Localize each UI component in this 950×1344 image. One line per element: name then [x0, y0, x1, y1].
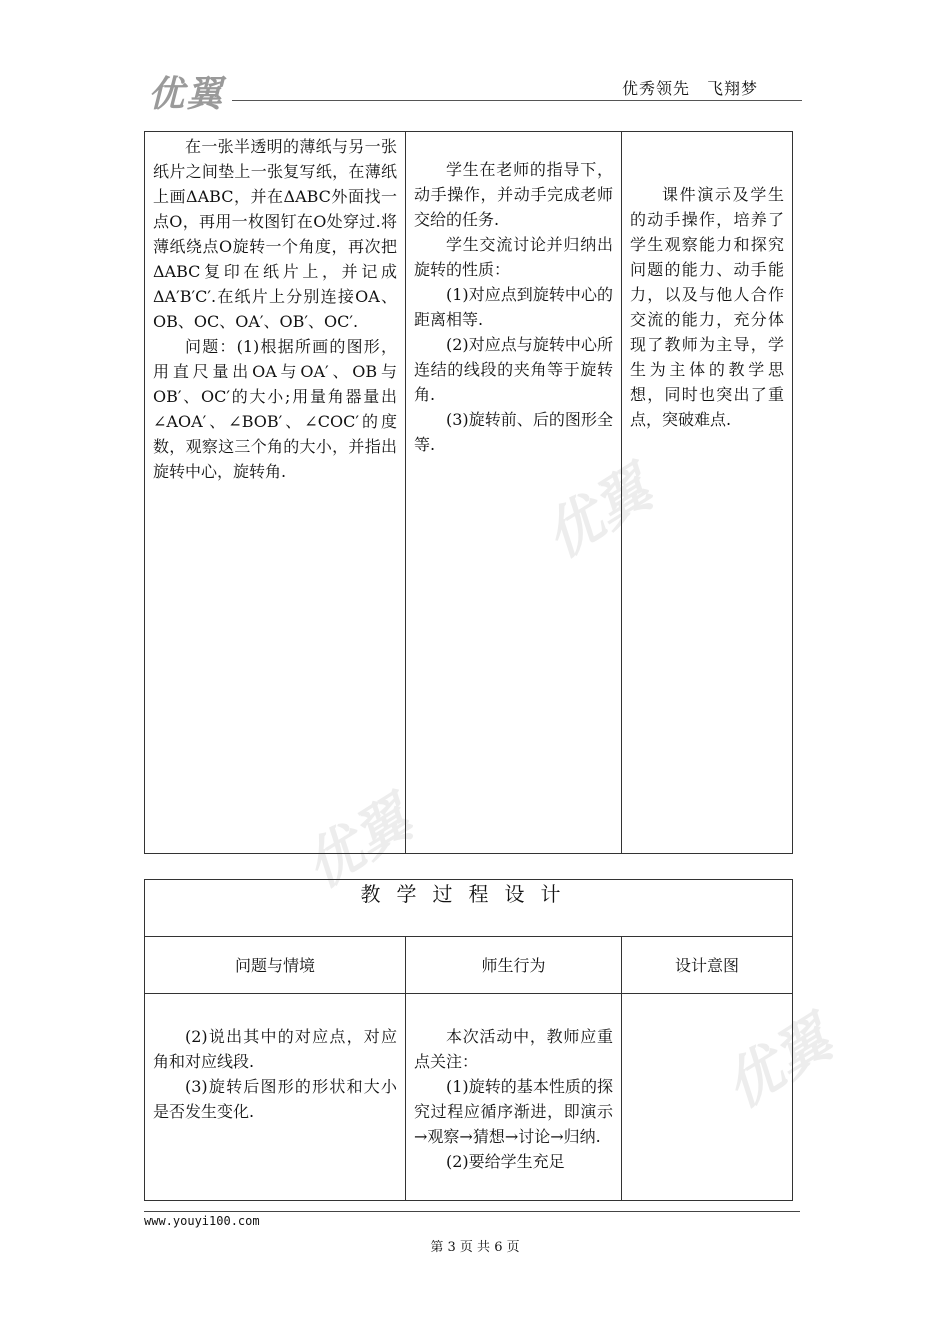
- watermark: 优翼: [713, 1006, 844, 1122]
- paragraph: (2)要给学生充足: [446, 1152, 565, 1171]
- problem-cell: [145, 132, 406, 854]
- logo: 优翼: [148, 74, 225, 115]
- paragraph: (1)对应点到旋转中心的距离相等.: [414, 285, 613, 329]
- activity-table: [144, 131, 793, 854]
- watermark: 优翼: [293, 786, 424, 902]
- problem-cell: [145, 994, 406, 1201]
- paragraph: (2)说出其中的对应点，对应角和对应线段.: [153, 1027, 397, 1071]
- process-table: [144, 879, 793, 1201]
- footer-url: www.youyi100.com: [144, 1214, 260, 1228]
- paragraph: 本次活动中，教师应重点关注：: [414, 1027, 613, 1071]
- paragraph: (3)旋转前、后的图形全等.: [414, 410, 613, 454]
- page-number: 第 3 页 共 6 页: [430, 1240, 520, 1255]
- behavior-cell: [406, 132, 622, 854]
- paragraph: 学生在老师的指导下，动手操作，并动手完成老师交给的任务.: [414, 160, 613, 229]
- paragraph: 课件演示及学生的动手操作，培养了学生观察能力和探究问题的能力、动手能力，以及与他人合作交流的能力，充分体现了教师为主导，学生为主体的教学思想，同时也突出了重点，突破难点.: [630, 185, 784, 429]
- column-header: 设计意图: [622, 937, 793, 994]
- paragraph: (3)旋转后图形的形状和大小是否发生变化.: [153, 1077, 397, 1121]
- intent-cell: [622, 132, 793, 854]
- header-rule: [232, 100, 802, 101]
- column-header: 问题与情境: [145, 937, 406, 994]
- paragraph: 在一张半透明的薄纸与另一张纸片之间垫上一张复写纸，在薄纸上画ΔABC，并在ΔABC外面找一点O，再用一枚图钉在O处穿过.将薄纸绕点O旋转一个角度，再次把ΔABC复印在纸片上，并记成ΔA′B′C′.在纸片上分别连接OA、OB、OC、OA′、OB′、OC′.: [153, 137, 397, 331]
- column-header: 师生行为: [406, 937, 622, 994]
- watermark: 优翼: [533, 456, 664, 572]
- intent-cell: [622, 994, 793, 1201]
- table-title: 教学过程设计: [145, 880, 793, 937]
- paragraph: 学生交流讨论并归纳出旋转的性质：: [414, 235, 613, 279]
- paragraph: (1)旋转的基本性质的探究过程应循序渐进，即演示→观察→猜想→讨论→归纳.: [414, 1077, 613, 1146]
- footer-rule: [144, 1211, 800, 1212]
- paragraph: 问题：(1)根据所画的图形，用直尺量出OA与OA′、OB与OB′、OC′的大小;用量角器量出∠AOA′、∠BOB′、∠COC′的度数，观察这三个角的大小，并指出旋转中心，旋转角.: [153, 337, 397, 481]
- paragraph: (2)对应点与旋转中心所连结的线段的夹角等于旋转角.: [414, 335, 613, 404]
- header-slogan: 优秀领先 飞翔梦: [622, 79, 759, 98]
- behavior-cell: [406, 994, 622, 1201]
